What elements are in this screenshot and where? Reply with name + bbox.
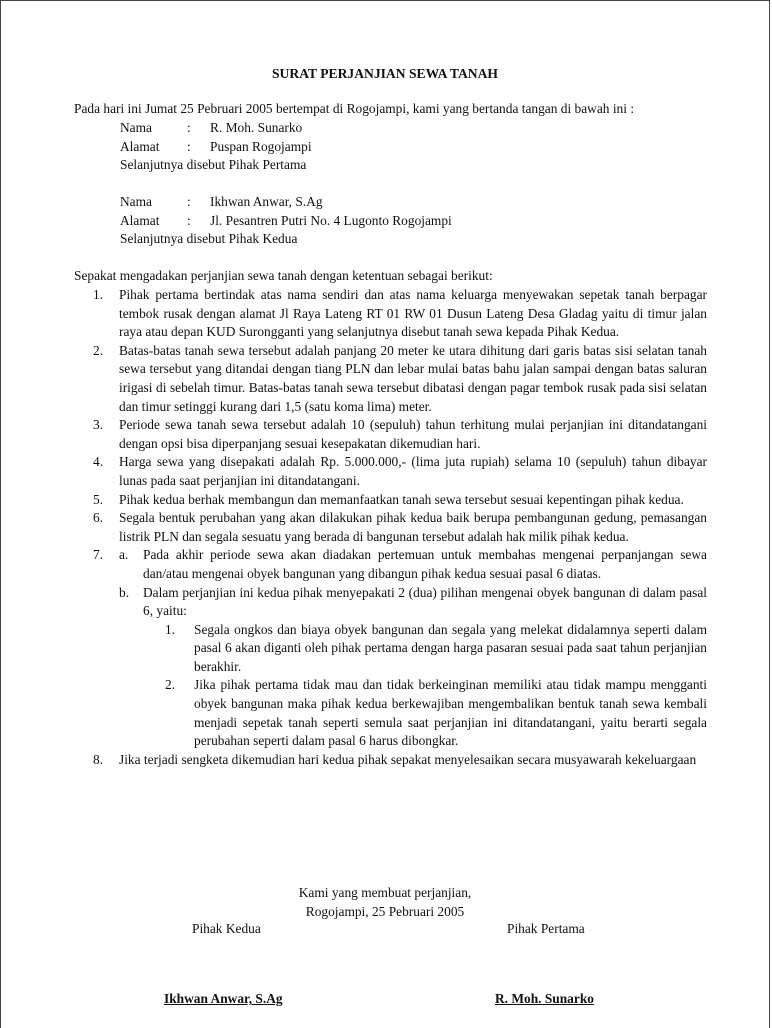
term-item bbox=[93, 491, 707, 510]
colon: : bbox=[187, 138, 191, 154]
sub-item-text: Dalam perjanjian ini kedua pihak menyepakati 2 (dua) pilihan mengenai obyek bangunan di dalam pasal 6, yaitu: bbox=[143, 584, 707, 619]
address-label: Alamat bbox=[120, 138, 160, 154]
option-number: 1. bbox=[165, 621, 176, 637]
terms-list bbox=[93, 286, 707, 769]
term-item bbox=[93, 751, 707, 770]
term-item-7 bbox=[93, 546, 707, 751]
name-label: Nama bbox=[120, 194, 152, 209]
term-text: Pihak kedua berhak membangun dan memanfaatkan tanah sewa tersebut sesuai kepentingan pihak kedua. bbox=[119, 491, 684, 507]
party-second-address: Jl. Pesantren Putri No. 4 Lugonto Rogojampi bbox=[210, 212, 452, 228]
term-text: Periode sewa tanah sewa tersebut adalah 10 (sepuluh) tahun terhitung mulai perjanjian ini ditandatangani dengan opsi bisa diperpanjang sesuai kesepakatan dikemudian hari. bbox=[119, 417, 707, 451]
closing-place-date: Rogojampi, 25 Pebruari 2005 bbox=[305, 904, 465, 919]
intro-paragraph: Pada hari ini Jumat 25 Pebruari 2005 bertempat di Rogojampi, kami yang bertanda tangan di bawah ini : bbox=[74, 101, 635, 116]
signature-label-second-party: Pihak Kedua bbox=[192, 921, 261, 936]
party-second-name-row bbox=[120, 193, 452, 212]
closing-statement: Kami yang membuat perjanjian, bbox=[298, 885, 472, 900]
colon: : bbox=[187, 120, 191, 135]
party-first-designation: Selanjutnya disebut Pihak Pertama bbox=[120, 157, 307, 173]
term-number: 1. bbox=[93, 287, 104, 302]
term-item bbox=[93, 509, 707, 546]
term-number: 4. bbox=[93, 454, 104, 470]
option-item bbox=[165, 621, 707, 677]
term-text: Pihak pertama bertindak atas nama sendiri dan atas nama keluarga menyewakan sepetak tanah berpagar tembok rusak dengan alamat Jl Raya Lateng RT 01 RW 01 Dusun Lateng Desa Gladag yaitu di timur jalan raya atau depan KUD Surongganti yang selanjutnya disebut tanah sewa kepada Pihak Kedua. bbox=[119, 287, 707, 340]
term-item bbox=[93, 453, 707, 490]
term-number: 7. bbox=[93, 547, 104, 563]
party-first bbox=[120, 119, 312, 175]
option-text: Jika pihak pertama tidak mau dan tidak berkeinginan memiliki atau tidak mampu mengganti obyek bangunan maka pihak kedua berkewajiban mengembalikan bentuk tanah sewa kembali menjadi sepetak tanah seperti semula saat perjanjian ini ditandatangani, yaitu berarti segala perubahan seperti dalam pasal 6 harus dibongkar. bbox=[194, 677, 707, 749]
sub-item-text: Pada akhir periode sewa akan diadakan pertemuan untuk membahas mengenai perpanjangan sewa dan/atau mengenai obyek bangunan yang dibangun pihak kedua sesuai pasal 6 diatas. bbox=[143, 547, 707, 581]
signatory-first-party: R. Moh. Sunarko bbox=[495, 991, 594, 1006]
term-text: Jika terjadi sengketa dikemudian hari kedua pihak sepakat menyelesaikan secara musyawarah kekeluargaan bbox=[119, 751, 697, 767]
document-title: SURAT PERJANJIAN SEWA TANAH bbox=[272, 66, 498, 81]
party-first-address: Puspan Rogojampi bbox=[210, 138, 312, 154]
sub-item-a bbox=[119, 546, 707, 583]
party-second-name: Ikhwan Anwar, S.Ag bbox=[210, 194, 323, 209]
term-number: 5. bbox=[93, 491, 104, 507]
sub-item-letter: a. bbox=[119, 547, 129, 563]
term-text: Batas-batas tanah sewa tersebut adalah panjang 20 meter ke utara dihitung dari garis batas sisi selatan tanah sewa tersebut yang ditandai dengan tiang PLN dan lebar mulai batas bahu jalan sampai dengan batas saluran irigasi di sebelah timur. Batas-batas tanah sewa tersebut dibatasi dengan pagar tembok rusak pada sisi selatan dan timur setinggi kurang dari 1,5 (satu koma lima) meter. bbox=[119, 342, 707, 414]
colon: : bbox=[187, 212, 191, 228]
party-first-address-row bbox=[120, 138, 312, 157]
signature-label-first-party: Pihak Pertama bbox=[507, 921, 585, 936]
term-item bbox=[93, 286, 707, 342]
party-first-name-row bbox=[120, 119, 312, 138]
address-label: Alamat bbox=[120, 212, 160, 228]
term-text: Harga sewa yang disepakati adalah Rp. 5.000.000,- (lima juta rupiah) selama 10 (sepuluh) tahun dibayar lunas pada saat perjanjian ini ditandatangani. bbox=[119, 454, 707, 488]
signatory-second-party: Ikhwan Anwar, S.Ag bbox=[164, 991, 283, 1006]
term-number: 2. bbox=[93, 342, 104, 358]
term-item bbox=[93, 416, 707, 453]
party-first-name: R. Moh. Sunarko bbox=[210, 120, 303, 135]
term-number: 8. bbox=[93, 751, 104, 767]
agreement-intro: Sepakat mengadakan perjanjian sewa tanah dengan ketentuan sebagai berikut: bbox=[74, 268, 493, 283]
name-label: Nama bbox=[120, 120, 152, 135]
option-text: Segala ongkos dan biaya obyek bangunan dan segala yang melekat didalamnya seperti dalam pasal 6 akan diganti oleh pihak pertama dengan harga pasaran sesuai pada saat tahun perjanjian berakhir. bbox=[194, 621, 707, 674]
party-second-designation: Selanjutnya disebut Pihak Kedua bbox=[120, 231, 298, 247]
term-number: 6. bbox=[93, 510, 104, 526]
colon: : bbox=[187, 194, 191, 209]
term-number: 3. bbox=[93, 417, 104, 433]
sub-item-b-body bbox=[143, 584, 707, 751]
party-second-address-row bbox=[120, 212, 452, 231]
option-number: 2. bbox=[165, 677, 176, 693]
option-item bbox=[165, 676, 707, 750]
party-second bbox=[120, 193, 452, 249]
term-text: Segala bentuk perubahan yang akan dilakukan pihak kedua baik berupa pembangunan gedung, pemasangan listrik PLN dan segala sesuatu yang berada di bangunan tersebut adalah hak milik pihak kedua. bbox=[119, 510, 707, 544]
term-7-body bbox=[119, 546, 707, 751]
term-item bbox=[93, 342, 707, 416]
sub-item-b bbox=[119, 584, 707, 751]
sub-item-letter: b. bbox=[119, 584, 130, 600]
